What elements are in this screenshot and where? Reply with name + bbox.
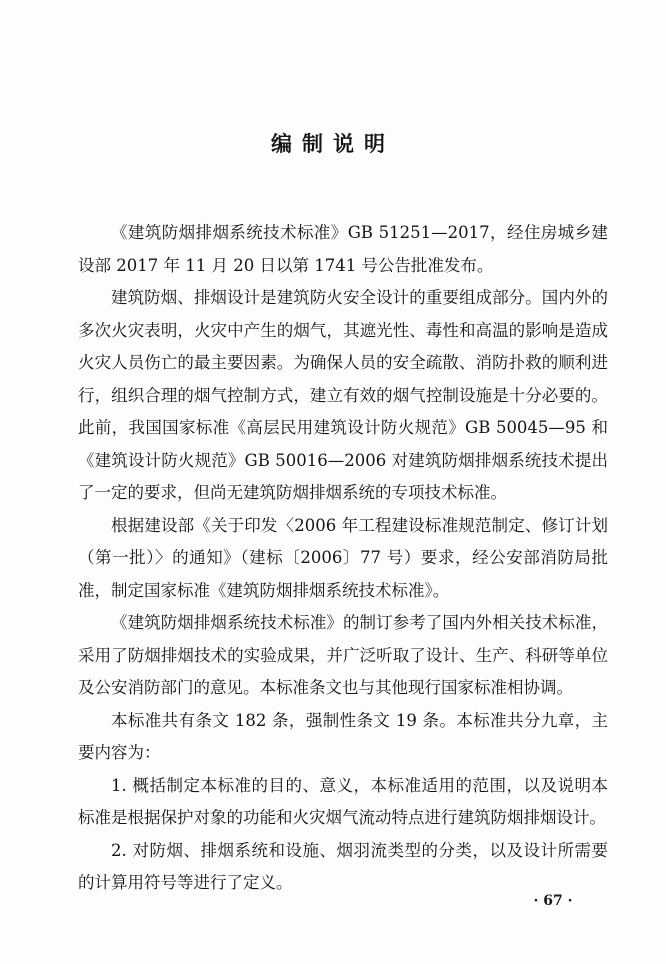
paragraph-references: 《建筑防烟排烟系统技术标准》的制订参考了国内外相关技术标准，采用了防烟排烟技术的实验成果，并广泛听取了设计、生产、科研等单位及公安消防部门的意见。本标准条文也与其他现行国家标准相协调。 [78,613,608,697]
paragraph-background: 建筑防烟、排烟设计是建筑防火安全设计的重要组成部分。国内外的多次火灾表明，火灾中产生的烟气，其遮光性、毒性和高温的影响是造成火灾人员伤亡的最主要因素。为确保人员的安全疏散、消防扑救的顺利进行，组织合理的烟气控制方式，建立有效的烟气控制设施是十分必要的。此前，我国国家标准《高层民用建筑设计防火规范》GB 50045—95 和《建筑设计防火规范》GB 50016—2006 对建筑防烟排烟系统技术提出了一定的要求，但尚无建筑防烟排烟系统的专项技术标准。 [78,288,608,502]
paragraph-approval: 《建筑防烟排烟系统技术标准》GB 51251—2017，经住房城乡建设部 2017 年 11 月 20 日以第 1741 号公告批准发布。 [78,223,608,275]
paragraph-basis: 根据建设部《关于印发〈2006 年工程建设标准规范制定、修订计划（第一批）〉的通知》（建标〔2006〕77 号）要求，经公安部消防局批准，制定国家标准《建筑防烟排烟系统技术标准》。 [78,515,608,600]
page-number: · 67 · [533,893,573,909]
paragraph-structure: 本标准共有条文 182 条，强制性条文 19 条。本标准共分九章，主要内容为： [78,710,608,762]
body-text [78,217,608,900]
paragraph-item-1: 1. 概括制定本标准的目的、意义，本标准适用的范围，以及说明本标准是根据保护对象的功能和火灾烟气流动特点进行建筑防烟排烟设计。 [78,775,608,827]
page-title: 编制说明 [271,132,395,156]
paragraph-item-2: 2. 对防烟、排烟系统和设施、烟羽流类型的分类，以及设计所需要的计算用符号等进行了定义。 [78,840,608,892]
